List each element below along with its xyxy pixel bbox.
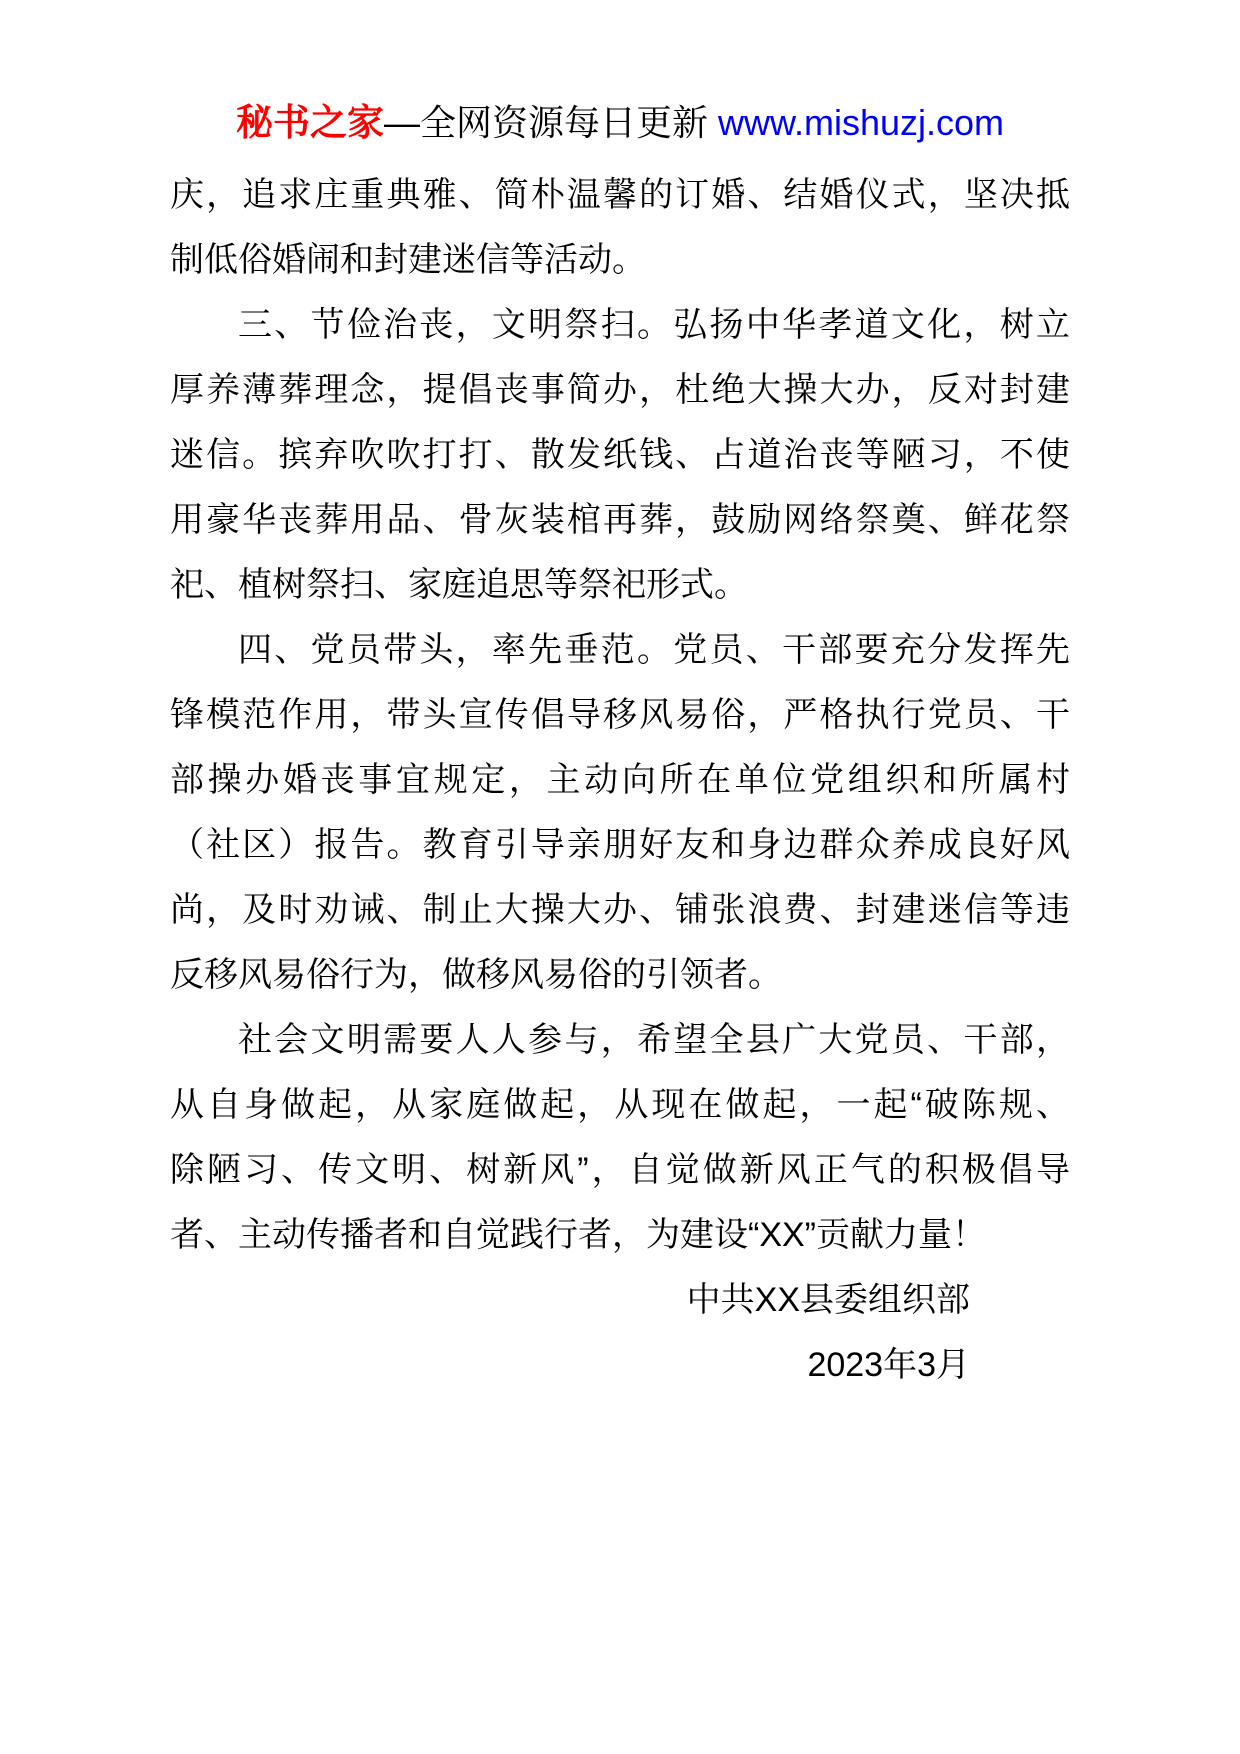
- site-url-link[interactable]: www.mishuzj.com: [717, 102, 1005, 143]
- body-line: 用豪华丧葬用品、骨灰装棺再葬，鼓励网络祭奠、鲜花祭: [170, 501, 1070, 539]
- body-line: 庆，追求庄重典雅、简朴温馨的订婚、结婚仪式，坚决抵: [170, 176, 1070, 214]
- body-line: 迷信。摈弃吹吹打打、散发纸钱、占道治丧等陋习，不使: [170, 436, 1070, 474]
- body-line: 部操办婚丧事宜规定，主动向所在单位党组织和所属村: [170, 761, 1070, 799]
- site-brand: 秘书之家: [235, 102, 384, 143]
- body-line: 社会文明需要人人参与，希望全县广大党员、干部，: [238, 1021, 1070, 1059]
- date: 2023年3月: [807, 1346, 970, 1384]
- body-line: （社区）报告。教育引导亲朋好友和身边群众养成良好风: [170, 826, 1070, 864]
- body-line: 祀、植树祭扫、家庭追思等祭祀形式。: [170, 566, 748, 604]
- page-content: [170, 0, 1070, 1398]
- body-line: 制低俗婚闹和封建迷信等活动。: [170, 241, 646, 279]
- body-line: 四、党员带头，率先垂范。党员、干部要充分发挥先: [238, 631, 1070, 669]
- body-line: 从自身做起，从家庭做起，从现在做起，一起“破陈规、: [170, 1086, 1070, 1124]
- body-line: 者、主动传播者和自觉践行者，为建设“XX”贡献力量！: [170, 1216, 986, 1254]
- document-body: [170, 163, 1070, 1398]
- body-line: 尚，及时劝诫、制止大操大办、铺张浪费、封建迷信等违: [170, 891, 1070, 929]
- signature: 中共XX县委组织部: [686, 1281, 970, 1319]
- site-tagline: —全网资源每日更新: [383, 102, 718, 143]
- page-header: [170, 90, 1070, 163]
- body-line: 锋模范作用，带头宣传倡导移风易俗，严格执行党员、干: [170, 696, 1070, 734]
- body-line: 三、节俭治丧，文明祭扫。弘扬中华孝道文化，树立: [238, 306, 1070, 344]
- body-line: 除陋习、传文明、树新风”，自觉做新风正气的积极倡导: [170, 1151, 1070, 1189]
- body-line: 反移风易俗行为，做移风易俗的引领者。: [170, 956, 782, 994]
- body-line: 厚养薄葬理念，提倡丧事简办，杜绝大操大办，反对封建: [170, 371, 1070, 409]
